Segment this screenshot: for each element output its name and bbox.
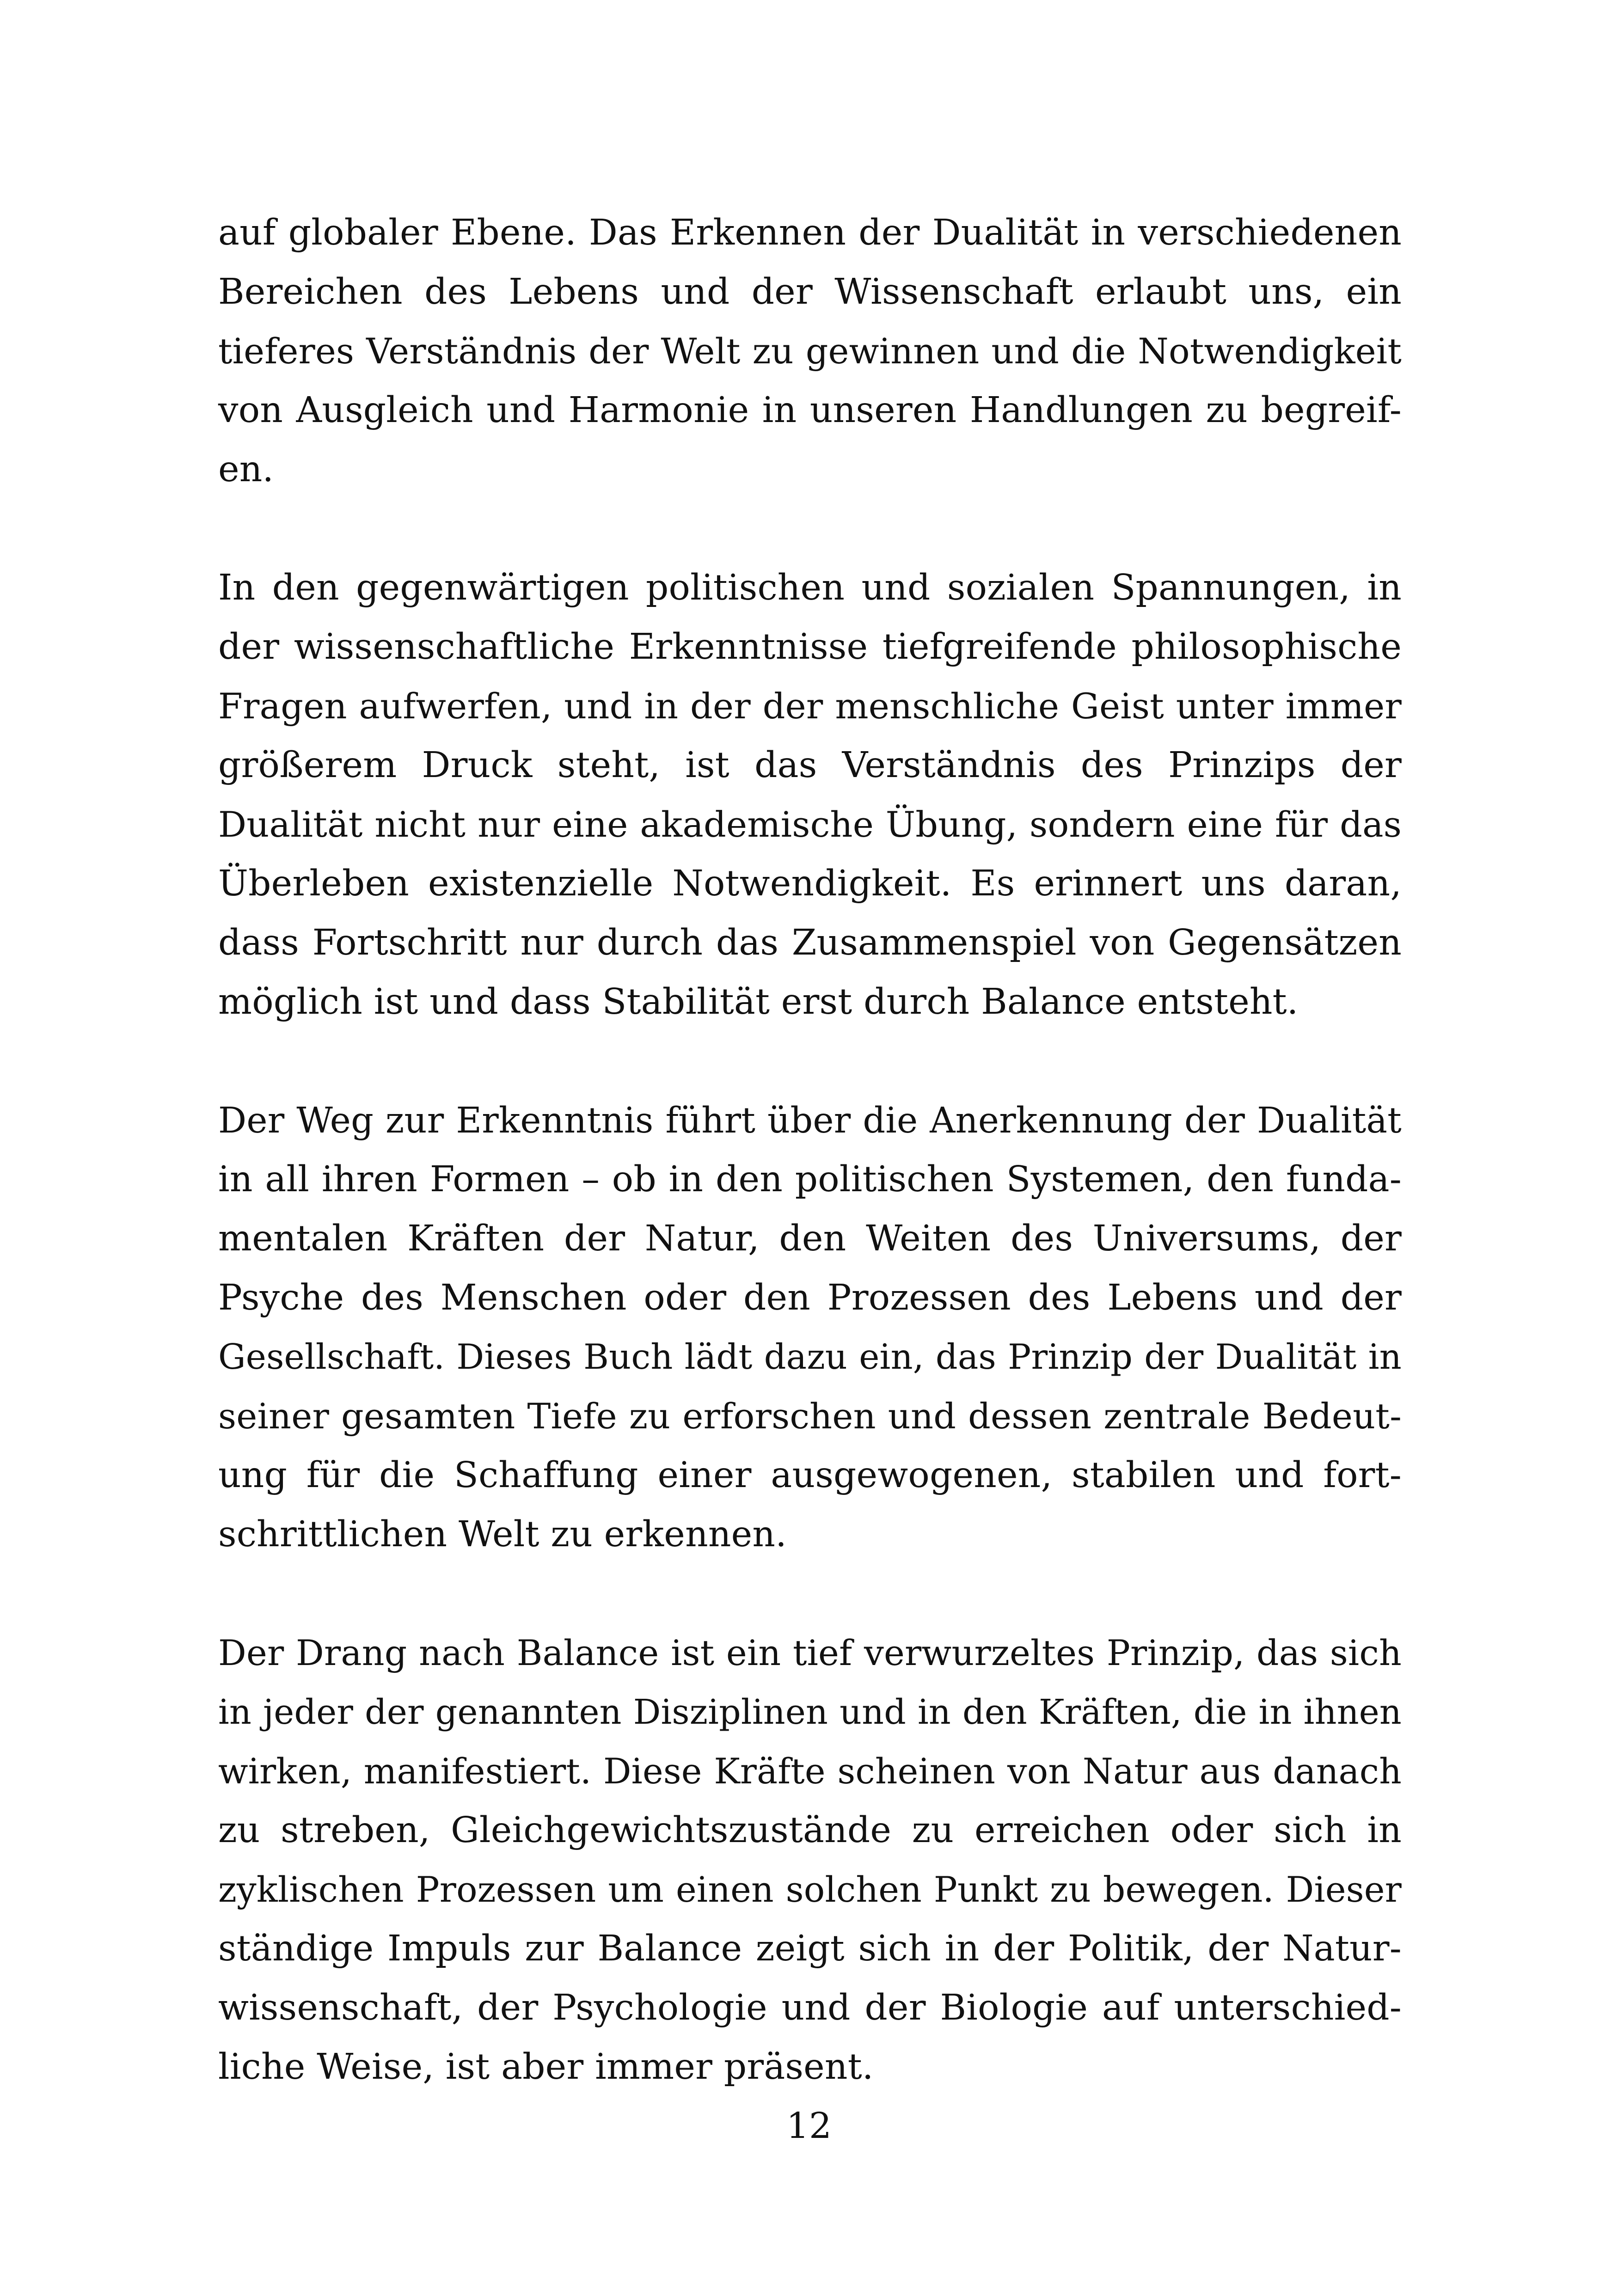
page-number: 12 bbox=[786, 2106, 832, 2147]
paragraph-3 bbox=[218, 1091, 1402, 1564]
text-line: Fragen aufwerfen, und in der der menschliche Geist unter immer bbox=[218, 686, 1402, 727]
text-line: ung für die Schaffung einer ausgewogenen, stabilen und fort- bbox=[218, 1455, 1402, 1496]
text-line: mentalen Kräften der Natur, den Weiten des Universums, der bbox=[218, 1218, 1402, 1259]
text-line: auf globaler Ebene. Das Erkennen der Dualität in verschiedenen bbox=[218, 212, 1402, 253]
text-line: in jeder der genannten Disziplinen und in den Kräften, die in ihnen bbox=[218, 1692, 1402, 1732]
text-line: zyklischen Prozessen um einen solchen Punkt zu bewegen. Dieser bbox=[218, 1869, 1402, 1910]
text-line: Dualität nicht nur eine akademische Übung, sondern eine für das bbox=[218, 804, 1402, 845]
text-line: en. bbox=[218, 449, 274, 490]
text-line: In den gegenwärtigen politischen und sozialen Spannungen, in bbox=[218, 567, 1402, 608]
text-line: zu streben, Gleichgewichtszustände zu erreichen oder sich in bbox=[218, 1810, 1402, 1851]
text-line: seiner gesamten Tiefe zu erforschen und dessen zentrale Bedeut- bbox=[218, 1396, 1402, 1437]
text-line: Gesellschaft. Dieses Buch lädt dazu ein, das Prinzip der Dualität in bbox=[218, 1337, 1402, 1377]
text-line: tieferes Verständnis der Welt zu gewinnen und die Notwendigkeit bbox=[218, 331, 1402, 372]
body-text bbox=[218, 203, 1402, 2097]
text-line: größerem Druck steht, ist das Verständnis des Prinzips der bbox=[218, 745, 1402, 786]
text-line: von Ausgleich und Harmonie in unseren Handlungen zu begreif- bbox=[218, 390, 1402, 431]
text-line: ständige Impuls zur Balance zeigt sich in der Politik, der Natur- bbox=[218, 1928, 1402, 1969]
paragraph-1 bbox=[218, 203, 1402, 499]
text-line: schrittlichen Welt zu erkennen. bbox=[218, 1514, 787, 1555]
text-line: Bereichen des Lebens und der Wissenschaft erlaubt uns, ein bbox=[218, 271, 1402, 312]
paragraph-4 bbox=[218, 1623, 1402, 2097]
text-line: liche Weise, ist aber immer präsent. bbox=[218, 2046, 874, 2088]
text-line: Psyche des Menschen oder den Prozessen des Lebens und der bbox=[218, 1277, 1402, 1318]
paragraph-2 bbox=[218, 558, 1402, 1032]
text-line: dass Fortschritt nur durch das Zusammenspiel von Gegensätzen bbox=[218, 922, 1402, 963]
text-line: möglich ist und dass Stabilität erst durch Balance entsteht. bbox=[218, 981, 1299, 1022]
text-line: Überleben existenzielle Notwendigkeit. Es erinnert uns daran, bbox=[218, 863, 1402, 904]
text-line: Der Weg zur Erkenntnis führt über die Anerkennung der Dualität bbox=[218, 1100, 1402, 1141]
text-line: der wissenschaftliche Erkenntnisse tiefgreifende philosophische bbox=[218, 626, 1402, 667]
text-line: wirken, manifestiert. Diese Kräfte scheinen von Natur aus danach bbox=[218, 1751, 1402, 1792]
text-line: Der Drang nach Balance ist ein tief verwurzeltes Prinzip, das sich bbox=[218, 1633, 1402, 1673]
text-line: wissenschaft, der Psychologie und der Biologie auf unterschied- bbox=[218, 1987, 1402, 2028]
text-line: in all ihren Formen – ob in den politischen Systemen, den funda- bbox=[218, 1159, 1402, 1200]
